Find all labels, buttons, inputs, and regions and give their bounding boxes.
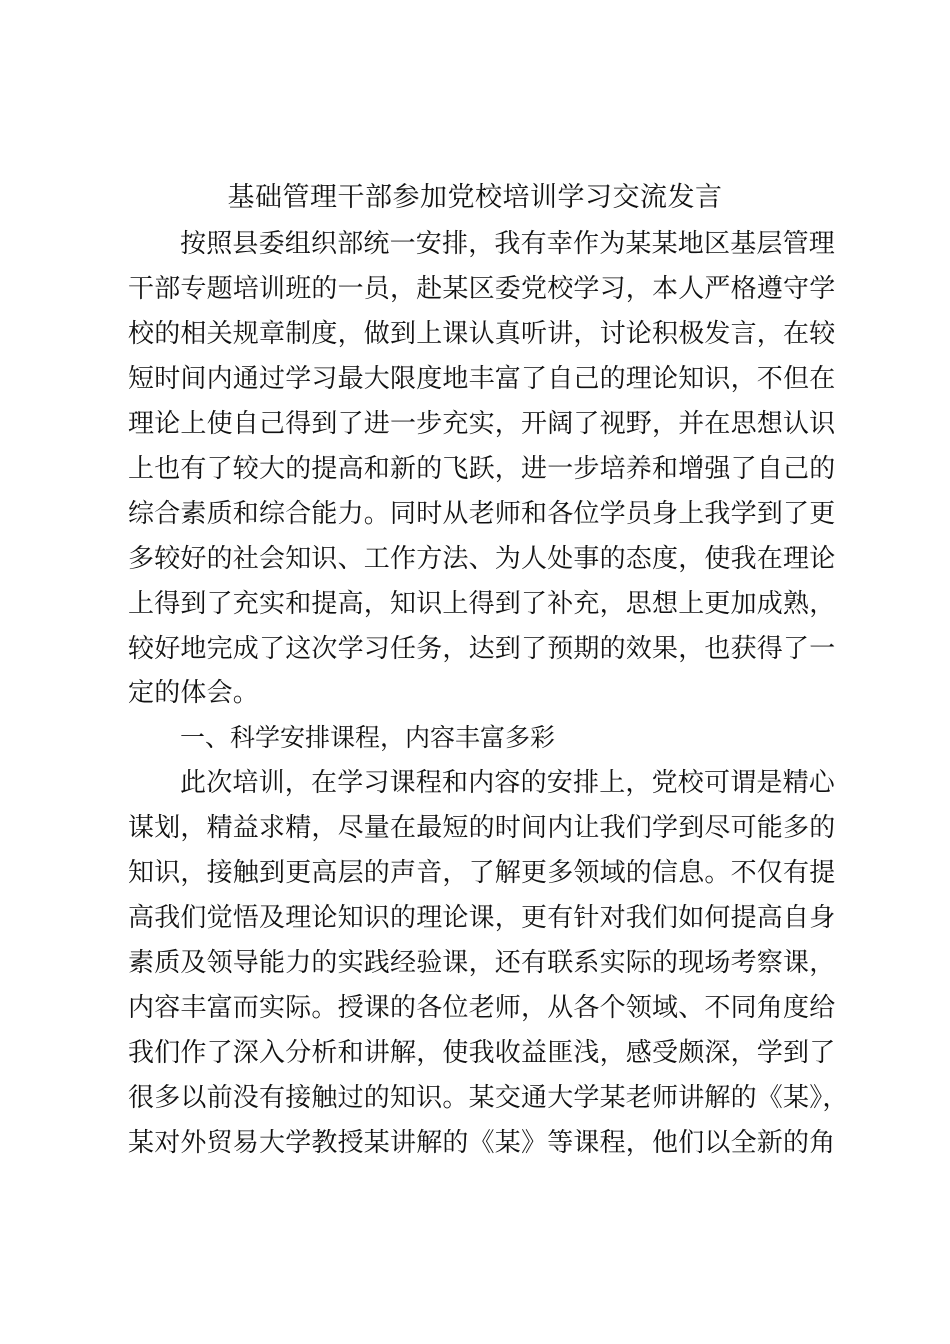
- paragraph-line: 某对外贸易大学教授某讲解的《某》等课程，他们以全新的角: [128, 1128, 836, 1158]
- paragraph-line: 定的体会。: [128, 678, 260, 708]
- paragraph-line: 按照县委组织部统一安排，我有幸作为某某地区基层管理: [180, 229, 836, 259]
- paragraph-line: 理论上使自己得到了进一步充实，开阔了视野，并在思想认识: [128, 409, 836, 439]
- paragraph-line: 内容丰富而实际。授课的各位老师，从各个领域、不同角度给: [128, 993, 836, 1023]
- paragraph-line: 很多以前没有接触过的知识。某交通大学某老师讲解的《某》，: [128, 1083, 849, 1113]
- paragraph-line: 多较好的社会知识、工作方法、为人处事的态度，使我在理论: [128, 544, 836, 574]
- paragraph-line: 较好地完成了这次学习任务，达到了预期的效果，也获得了一: [128, 634, 836, 664]
- paragraph-line: 高我们觉悟及理论知识的理论课，更有针对我们如何提高自身: [128, 903, 836, 933]
- paragraph-line: 知识，接触到更高层的声音，了解更多领域的信息。不仅有提: [128, 858, 836, 888]
- paragraph-line: 我们作了深入分析和讲解，使我收益匪浅，感受颇深，学到了: [128, 1038, 836, 1068]
- paragraph-line: 上也有了较大的提高和新的飞跃，进一步培养和增强了自己的: [128, 454, 836, 484]
- paragraph-line: 短时间内通过学习最大限度地丰富了自己的理论知识，不但在: [128, 364, 836, 394]
- section-heading: 一、科学安排课程，内容丰富多彩: [180, 723, 556, 752]
- paragraph-line: 综合素质和综合能力。同时从老师和各位学员身上我学到了更: [128, 499, 836, 529]
- paragraph-line: 此次培训，在学习课程和内容的安排上，党校可谓是精心: [180, 768, 836, 798]
- paragraph-line: 校的相关规章制度，做到上课认真听讲，讨论积极发言，在较: [128, 319, 836, 349]
- paragraph-line: 上得到了充实和提高，知识上得到了补充，思想上更加成熟，: [128, 589, 836, 619]
- document-title: 基础管理干部参加党校培训学习交流发言: [227, 182, 723, 213]
- paragraph-line: 干部专题培训班的一员，赴某区委党校学习，本人严格遵守学: [128, 274, 836, 304]
- paragraph-line: 谋划，精益求精，尽量在最短的时间内让我们学到尽可能多的: [128, 813, 836, 843]
- paragraph-line: 素质及领导能力的实践经验课，还有联系实际的现场考察课，: [128, 948, 836, 978]
